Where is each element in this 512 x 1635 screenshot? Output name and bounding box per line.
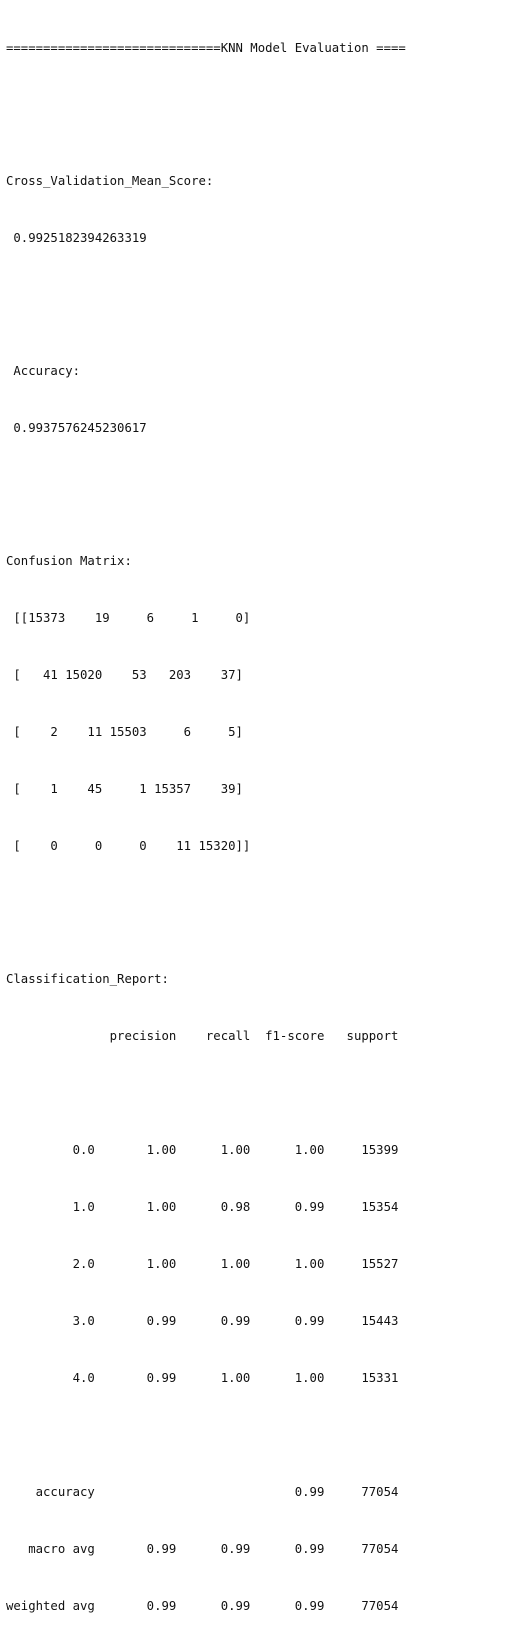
confusion-matrix-row: [ 41 15020 53 203 37] xyxy=(6,668,243,682)
confusion-matrix-row: [ 0 0 0 11 15320]] xyxy=(6,839,251,853)
classification-report-row: 3.0 0.99 0.99 0.99 15443 xyxy=(6,1314,399,1328)
classification-report-label: Classification_Report: xyxy=(6,972,169,986)
blank-line xyxy=(6,1426,512,1445)
confusion-matrix-row: [ 1 45 1 15357 39] xyxy=(6,782,243,796)
classification-report-header: precision recall f1-score support xyxy=(6,1029,399,1043)
confusion-matrix-label: Confusion Matrix: xyxy=(6,554,132,568)
classification-report-row: 2.0 1.00 1.00 1.00 15527 xyxy=(6,1257,399,1271)
classification-summary-row: weighted avg 0.99 0.99 0.99 77054 xyxy=(6,1599,399,1613)
classification-report-row: 0.0 1.00 1.00 1.00 15399 xyxy=(6,1143,399,1157)
cross-validation-label: Cross_Validation_Mean_Score: xyxy=(6,174,214,188)
evaluation-banner: =============================KNN Model Evaluation ==== xyxy=(6,41,406,55)
blank-line xyxy=(6,96,512,115)
classification-summary-row: macro avg 0.99 0.99 0.99 77054 xyxy=(6,1542,399,1556)
classification-report-row: 4.0 0.99 1.00 1.00 15331 xyxy=(6,1371,399,1385)
accuracy-value: 0.9937576245230617 xyxy=(6,421,147,435)
confusion-matrix-row: [ 2 11 15503 6 5] xyxy=(6,725,243,739)
accuracy-label: Accuracy: xyxy=(6,364,81,378)
classification-summary-row: accuracy 0.99 77054 xyxy=(6,1485,399,1499)
blank-line xyxy=(6,286,512,305)
classification-report-row: 1.0 1.00 0.98 0.99 15354 xyxy=(6,1200,399,1214)
blank-line xyxy=(6,476,512,495)
confusion-matrix-row: [[15373 19 6 1 0] xyxy=(6,611,251,625)
cross-validation-value: 0.9925182394263319 xyxy=(6,231,147,245)
blank-line xyxy=(6,1084,512,1103)
console-output xyxy=(6,1,512,1613)
blank-line xyxy=(6,894,512,913)
